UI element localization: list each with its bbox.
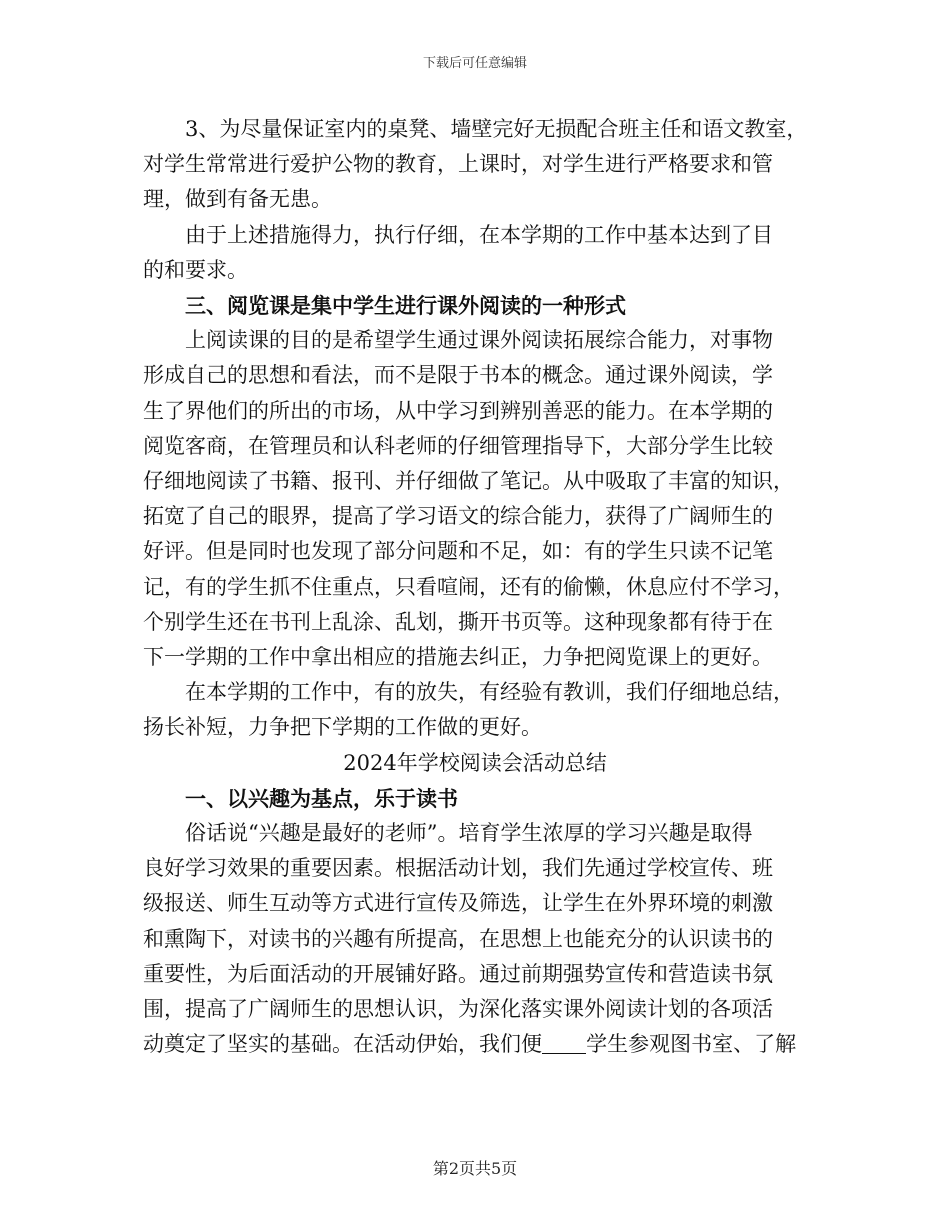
text-line: 3、为尽量保证室内的桌凳、墙壁完好无损配合班主任和语文教室， [185, 117, 808, 141]
text-line: 在本学期的工作中，有的放失，有经验有教训，我们仔细地总结， [185, 680, 794, 705]
text-line: 阅览客商，在管理员和认科老师的仔细管理指导下，大部分学生比较 [143, 433, 773, 458]
text-line: 记，有的学生抓不住重点，只看喧闹，还有的偷懒，休息应付不学习， [143, 574, 794, 599]
text-line: 对学生常常进行爱护公物的教育，上课时，对学生进行严格要求和管 [143, 152, 773, 177]
text-line: 良好学习效果的重要因素。根据活动计划，我们先通过学校宣传、班 [143, 856, 773, 881]
text-line: 由于上述措施得力，执行仔细，在本学期的工作中基本达到了目 [185, 222, 773, 247]
text-line [143, 1027, 807, 1062]
text-line: 好评。但是同时也发现了部分问题和不足，如：有的学生只读不记笔 [143, 539, 773, 564]
fill-in-blank [542, 1032, 586, 1054]
paragraph-measures [143, 112, 807, 218]
page-header: 下载后可任意编辑 [422, 56, 527, 71]
text-line: 理，做到有备无患。 [143, 187, 332, 212]
section-heading-reading-class: 三、阅览课是集中学生进行课外阅读的一种形式 [185, 293, 626, 319]
text-line: 生了界他们的所出的市场，从中学习到辨别善恶的能力。在本学期的 [143, 398, 773, 423]
text-line: 下一学期的工作中拿出相应的措施去纠正，力争把阅览课上的更好。 [143, 645, 773, 670]
paragraph-conclusion [143, 675, 807, 745]
section-heading-interest: 一、以兴趣为基点，乐于读书 [185, 785, 458, 811]
text-line: 的和要求。 [143, 257, 248, 282]
text-line: 扬长补短，力争把下学期的工作做的更好。 [143, 715, 542, 740]
text-line: 俗话说“兴趣是最好的老师”。培育学生浓厚的学习兴趣是取得 [185, 821, 753, 846]
text-line: 拓宽了自己的眼界，提高了学习语文的综合能力，获得了广阔师生的 [143, 504, 773, 529]
text-line: 和熏陶下，对读书的兴趣有所提高，在思想上也能充分的认识读书的 [143, 926, 773, 951]
document-body [143, 112, 807, 1062]
page-footer: 第2页共5页 [432, 1159, 518, 1178]
paragraph-result [143, 218, 807, 288]
text-line: 个别学生还在书刊上乱涂、乱划，撕开书页等。这种现象都有待于在 [143, 609, 773, 634]
text-line-part: 学生参观图书室、了解 [586, 1032, 797, 1057]
text-line: 仔细地阅读了书籍、报刊、并仔细做了笔记。从中吸取了丰富的知识， [143, 469, 794, 494]
paragraph-interest [143, 816, 807, 1062]
text-line: 形成自己的思想和看法，而不是限于书本的概念。通过课外阅读，学 [143, 363, 773, 388]
document-title: 2024年学校阅读会活动总结 [343, 750, 607, 775]
text-line: 围，提高了广阔师生的思想认识，为深化落实课外阅读计划的各项活 [143, 997, 773, 1022]
text-line: 上阅读课的目的是希望学生通过课外阅读拓展综合能力，对事物 [185, 328, 773, 353]
text-line: 重要性，为后面活动的开展铺好路。通过前期强势宣传和营造读书氛 [143, 961, 773, 986]
text-line-part: 动奠定了坚实的基础。在活动伊始，我们便 [143, 1032, 542, 1057]
paragraph-reading-class [143, 323, 807, 675]
text-line: 级报送、师生互动等方式进行宣传及筛选，让学生在外界环境的刺激 [143, 891, 773, 916]
